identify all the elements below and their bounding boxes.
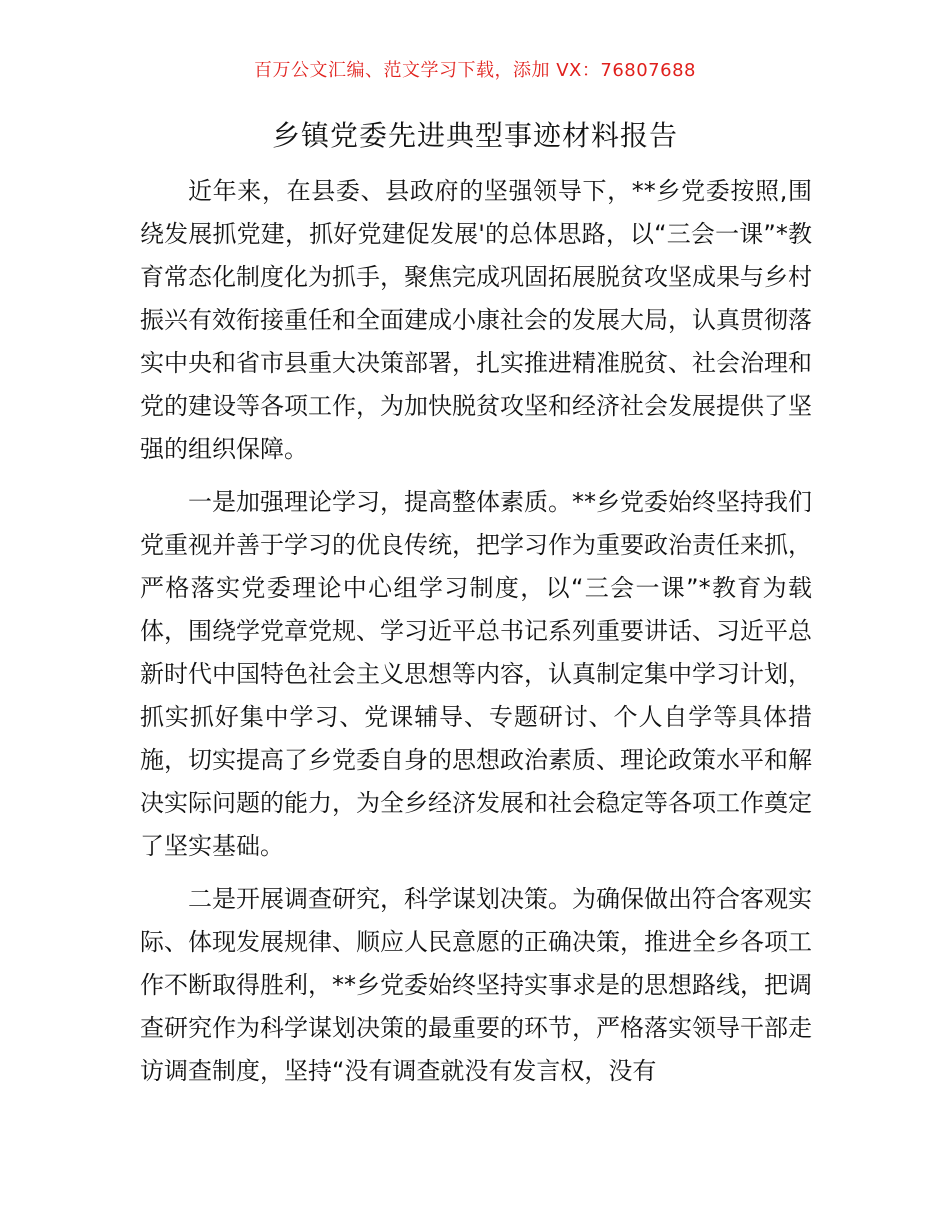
- document-body: [140, 170, 812, 1103]
- document-title: 乡镇党委先进典型事迹材料报告: [271, 119, 678, 152]
- header-banner: 百万公文汇编、范文学习下载，添加 VX：76807688: [254, 60, 696, 81]
- paragraph-intro: 近年来，在县委、县政府的坚强领导下，**乡党委按照,围绕发展抓党建，抓好党建促发展'的总体思路，以“三会一课”*教育常态化制度化为抓手，聚焦完成巩固拓展脱贫攻坚成果与乡村振兴有效衔接重任和全面建成小康社会的发展大局，认真贯彻落实中央和省市县重大决策部署，扎实推进精准脱贫、社会治理和党的建设等各项工作，为加快脱贫攻坚和经济社会发展提供了坚强的组织保障。: [140, 177, 812, 463]
- paragraph-theory-study: 一是加强理论学习，提高整体素质。**乡党委始终坚持我们党重视并善于学习的优良传统，把学习作为重要政治责任来抓，严格落实党委理论中心组学习制度，以“三会一课”*教育为载体，围绕学党章党规、学习近平总书记系列重要讲话、习近平总新时代中国特色社会主义思想等内容，认真制定集中学习计划，抓实抓好集中学习、党课辅导、专题研讨、个人自学等具体措施，切实提高了乡党委自身的思想政治素质、理论政策水平和解决实际问题的能力，为全乡经济发展和社会稳定等各项工作奠定了坚实基础。: [140, 488, 812, 860]
- paragraph-research: 二是开展调查研究，科学谋划决策。为确保做出符合客观实际、体现发展规律、顺应人民意愿的正确决策，推进全乡各项工作不断取得胜利，**乡党委始终坚持实事求是的思想路线，把调查研究作为科学谋划决策的最重要的环节，严格落实领导干部走访调查制度，坚持“没有调查就没有发言权，没有: [140, 885, 812, 1085]
